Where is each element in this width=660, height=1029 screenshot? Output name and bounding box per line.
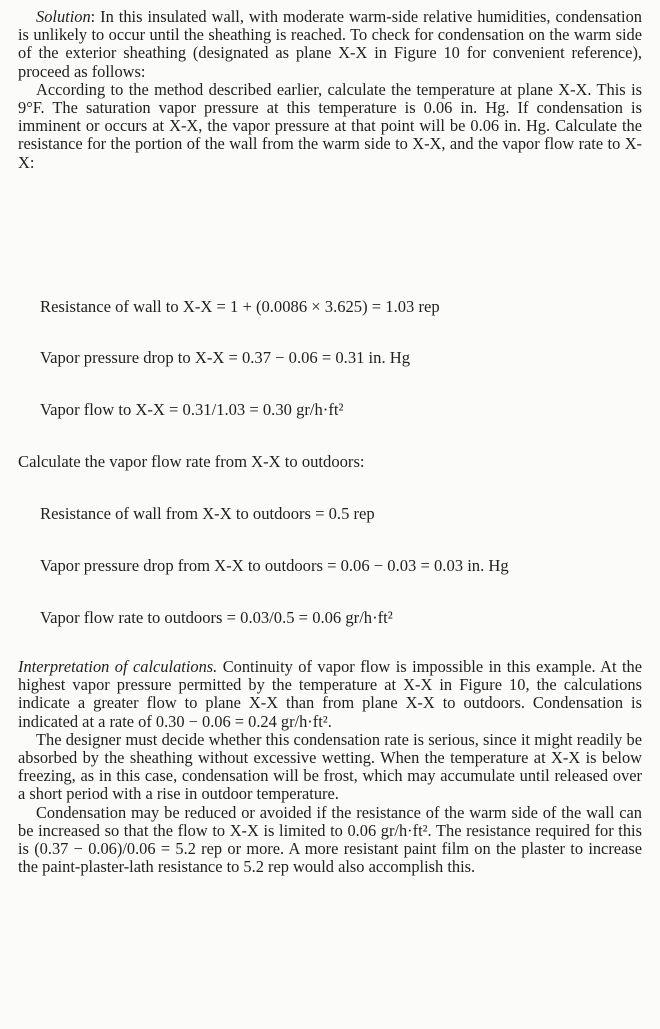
- intro-text-block: [18, 8, 642, 172]
- equation-resistance-to-xx: Resistance of wall to X-X = 1 + (0.0086 × 3.625) = 1.03 rep: [40, 297, 440, 316]
- solution-text: : In this insulated wall, with moderate warm-side relative humidities, condensation is unlikely to occur until the sheathing is reached. To check for condensation on the warm side of the exterior sheathing (designated as plane X-X in Figure 10 for convenient reference), proceed as follows:: [18, 7, 642, 81]
- interpretation-text-block: [18, 658, 642, 876]
- equation-pressure-drop-to-xx: Vapor pressure drop to X-X = 0.37 − 0.06 = 0.31 in. Hg: [40, 348, 411, 367]
- method-paragraph: According to the method described earlier, calculate the temperature at plane X-X. This is 9°F. The saturation vapor pressure at this temperature is 0.06 in. Hg. If condensation is imminent or occurs at X-X, the vapor pressure at that point will be 0.06 in. Hg. Calculate the resistance for the portion of the wall from the warm side to X-X, and the vapor flow rate to X-X:: [18, 79, 642, 172]
- interpretation-text: Continuity of vapor flow is impossible in this example. At the highest vapor pressure permitted by the temperature at X-X in Figure 10, the calculations indicate a greater flow to plane X-X than from plane X-X to outdoors. Condensation is indicated at a rate of 0.30 − 0.06 = 0.24 gr/h·ft².: [18, 657, 643, 731]
- reduction-paragraph: Condensation may be reduced or avoided if the resistance of the warm side of the wall can be increased so that the flow to X-X is limited to 0.06 gr/h·ft². The resistance required for this is (0.37 − 0.06)/0.06 = 5.2 rep or more. A more resistant paint film on the plaster to increase the paint-plaster-lath resistance to 5.2 rep would also accomplish this.: [18, 802, 642, 877]
- designer-paragraph: The designer must decide whether this condensation rate is serious, since it might readily be absorbed by the sheathing without excessive wetting. When the temperature at X-X is below freezing, as in this case, condensation will be frost, which may accumulate until released over a short period with a rise in outdoor temperature.: [18, 729, 642, 804]
- interpretation-lead: Interpretation of calculations.: [18, 657, 218, 676]
- equation-vapor-flow-to-xx: Vapor flow to X-X = 0.31/1.03 = 0.30 gr/h·ft²: [40, 400, 344, 419]
- equation-resistance-to-outdoors: Resistance of wall from X-X to outdoors = 0.5 rep: [40, 504, 375, 523]
- interpretation-paragraph: [18, 658, 642, 731]
- outdoors-intro: Calculate the vapor flow rate from X-X to outdoors:: [18, 452, 365, 471]
- equation-pressure-drop-to-outdoors: Vapor pressure drop from X-X to outdoors = 0.06 − 0.03 = 0.03 in. Hg: [40, 556, 509, 575]
- solution-paragraph: [18, 8, 642, 81]
- equation-flow-rate-to-outdoors: Vapor flow rate to outdoors = 0.03/0.5 = 0.06 gr/h·ft²: [40, 608, 393, 627]
- solution-lead: Solution: [36, 7, 91, 26]
